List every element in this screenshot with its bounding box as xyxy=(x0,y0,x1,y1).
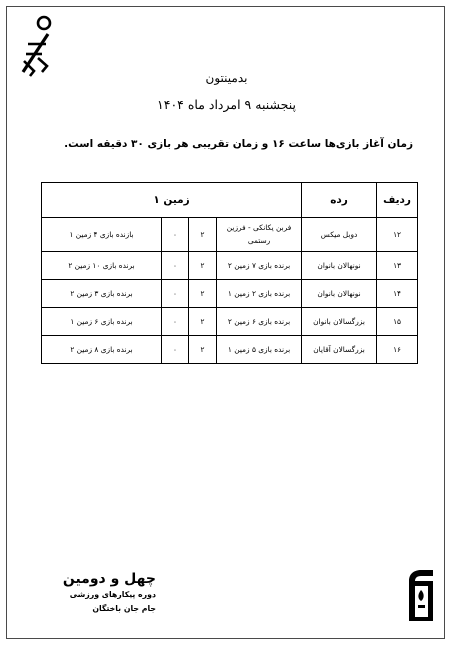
sport-title: بدمینتون xyxy=(205,71,248,85)
col-header-category: رده xyxy=(302,183,377,218)
row-score-b: ۰ xyxy=(162,280,189,308)
row-index: ۱۴ xyxy=(377,280,418,308)
row-score-a: ۲ xyxy=(189,218,217,252)
table-row xyxy=(42,308,418,336)
table-row xyxy=(42,336,418,364)
row-score-b: ۰ xyxy=(162,336,189,364)
row-team-b: برنده بازی ۶ زمین ۱ xyxy=(42,308,162,336)
row-team-a: برنده بازی ۵ زمین ۱ xyxy=(217,336,302,364)
row-team-b: برنده بازی ۱۰ زمین ۲ xyxy=(42,252,162,280)
table-row xyxy=(42,280,418,308)
cup-emblem-icon xyxy=(405,567,437,625)
row-index: ۱۶ xyxy=(377,336,418,364)
event-brand xyxy=(16,570,156,616)
row-score-a: ۲ xyxy=(189,280,217,308)
row-index: ۱۲ xyxy=(377,218,418,252)
row-category: نونهالان بانوان xyxy=(302,280,377,308)
brand-title: چهل و دومین xyxy=(62,571,156,587)
row-score-b: ۰ xyxy=(162,218,189,252)
team-a-label: فربن یکانکی - فرزین رستمی xyxy=(226,222,292,245)
row-category: دوبل میکس xyxy=(302,218,377,252)
row-index: ۱۵ xyxy=(377,308,418,336)
col-header-court: زمین ۱ xyxy=(42,183,302,218)
row-team-a: برنده بازی ۷ زمین ۲ xyxy=(217,252,302,280)
row-category: بزرگسالان آقایان xyxy=(302,336,377,364)
schedule-table xyxy=(41,182,418,364)
row-category: بزرگسالان بانوان xyxy=(302,308,377,336)
brand-cup-name: جام جان باختگان xyxy=(92,604,156,613)
row-team-b: برنده بازی ۸ زمین ۲ xyxy=(42,336,162,364)
brand-subtitle: دوره پیکارهای ورزشی xyxy=(69,590,156,599)
table-header-row xyxy=(42,183,418,218)
row-team-b: بازنده بازی ۴ زمین ۱ xyxy=(42,218,162,252)
event-date: پنجشنبه ۹ امرداد ماه ۱۴۰۴ xyxy=(157,97,296,112)
row-score-b: ۰ xyxy=(162,308,189,336)
row-score-b: ۰ xyxy=(162,252,189,280)
row-score-a: ۲ xyxy=(189,308,217,336)
row-team-a xyxy=(217,218,302,252)
table-row xyxy=(42,218,418,252)
row-index: ۱۳ xyxy=(377,252,418,280)
row-score-a: ۲ xyxy=(189,252,217,280)
col-header-index: ردیف xyxy=(377,183,418,218)
row-score-a: ۲ xyxy=(189,336,217,364)
row-team-a: برنده بازی ۶ زمین ۲ xyxy=(217,308,302,336)
row-team-a: برنده بازی ۲ زمین ۱ xyxy=(217,280,302,308)
row-category: نونهالان بانوان xyxy=(302,252,377,280)
schedule-notice: زمان آغاز بازی‌ها ساعت ۱۶ و زمان تقریبی هر بازی ۳۰ دقیقه است. xyxy=(64,138,413,150)
row-team-b: برنده بازی ۳ زمین ۲ xyxy=(42,280,162,308)
table-row xyxy=(42,252,418,280)
